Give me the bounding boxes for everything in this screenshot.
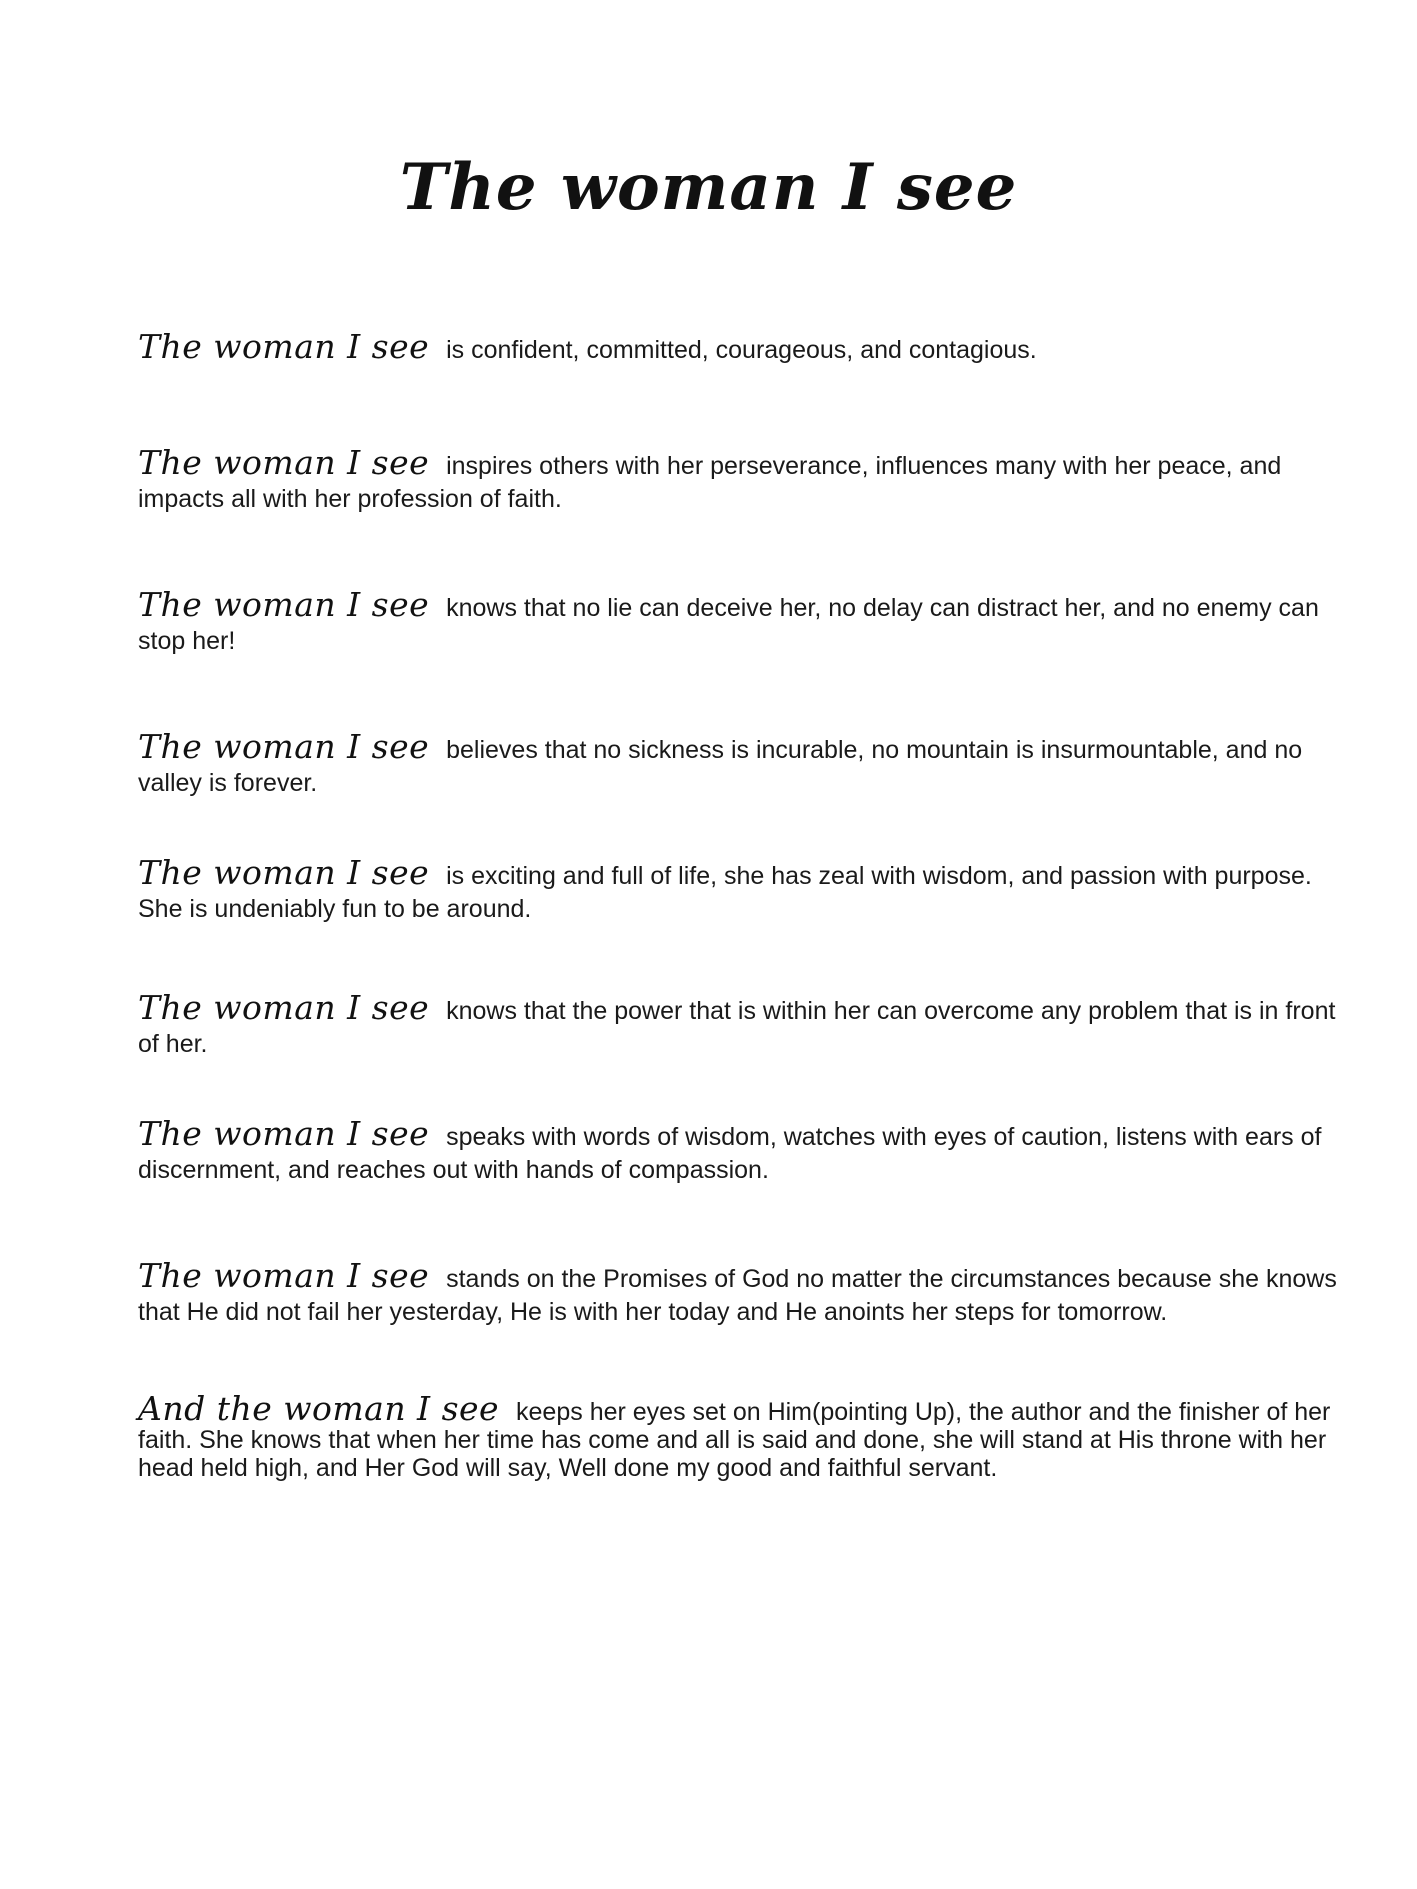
paragraph-text: is exciting and full of life, she has zeal with wisdom, and passion with purpose. She is undeniably fun to be around. xyxy=(138,862,1312,923)
paragraph-lead: The woman I see xyxy=(138,1114,430,1153)
paragraph-4 xyxy=(138,727,1338,800)
paragraph-text: stands on the Promises of God no matter the circumstances because she knows that He did not fail her yesterday, He is with her today and He anoints her steps for tomorrow. xyxy=(138,1265,1337,1326)
paragraph-lead: The woman I see xyxy=(138,443,430,482)
paragraph-lead: The woman I see xyxy=(138,727,430,766)
document-title: The woman I see xyxy=(399,150,1018,225)
paragraph-2 xyxy=(138,443,1338,516)
paragraph-lead: The woman I see xyxy=(138,988,430,1027)
paragraph-lead: The woman I see xyxy=(138,327,430,366)
paragraph-6 xyxy=(138,988,1338,1061)
paragraph-text: speaks with words of wisdom, watches with eyes of caution, listens with ears of discernment, and reaches out with hands of compassion. xyxy=(138,1123,1322,1184)
paragraph-7 xyxy=(138,1114,1338,1187)
paragraph-lead: The woman I see xyxy=(138,1256,430,1295)
paragraph-lead: The woman I see xyxy=(138,853,430,892)
paragraph-text: believes that no sickness is incurable, no mountain is insurmountable, and no valley is forever. xyxy=(138,736,1303,797)
paragraph-lead: And the woman I see xyxy=(138,1389,500,1428)
paragraph-9 xyxy=(138,1389,1338,1482)
paragraph-lead: The woman I see xyxy=(138,585,430,624)
paragraph-text: keeps her eyes set on Him(pointing Up), the author and the finisher of her faith. She knows that when her time has come and all is said and done, she will stand at His throne with her head held high, and Her God will say, Well done my good and faithful servant. xyxy=(138,1398,1331,1482)
paragraph-5 xyxy=(138,853,1338,926)
paragraph-text: knows that the power that is within her can overcome any problem that is in front of her. xyxy=(138,997,1336,1058)
paragraph-3 xyxy=(138,585,1338,658)
paragraph-1 xyxy=(138,327,1338,367)
paragraph-8 xyxy=(138,1256,1338,1329)
paragraph-text: knows that no lie can deceive her, no delay can distract her, and no enemy can stop her! xyxy=(138,594,1319,655)
paragraph-text: is confident, committed, courageous, and contagious. xyxy=(446,336,1037,364)
paragraph-text: inspires others with her perseverance, influences many with her peace, and impacts all with her profession of faith. xyxy=(138,452,1282,513)
